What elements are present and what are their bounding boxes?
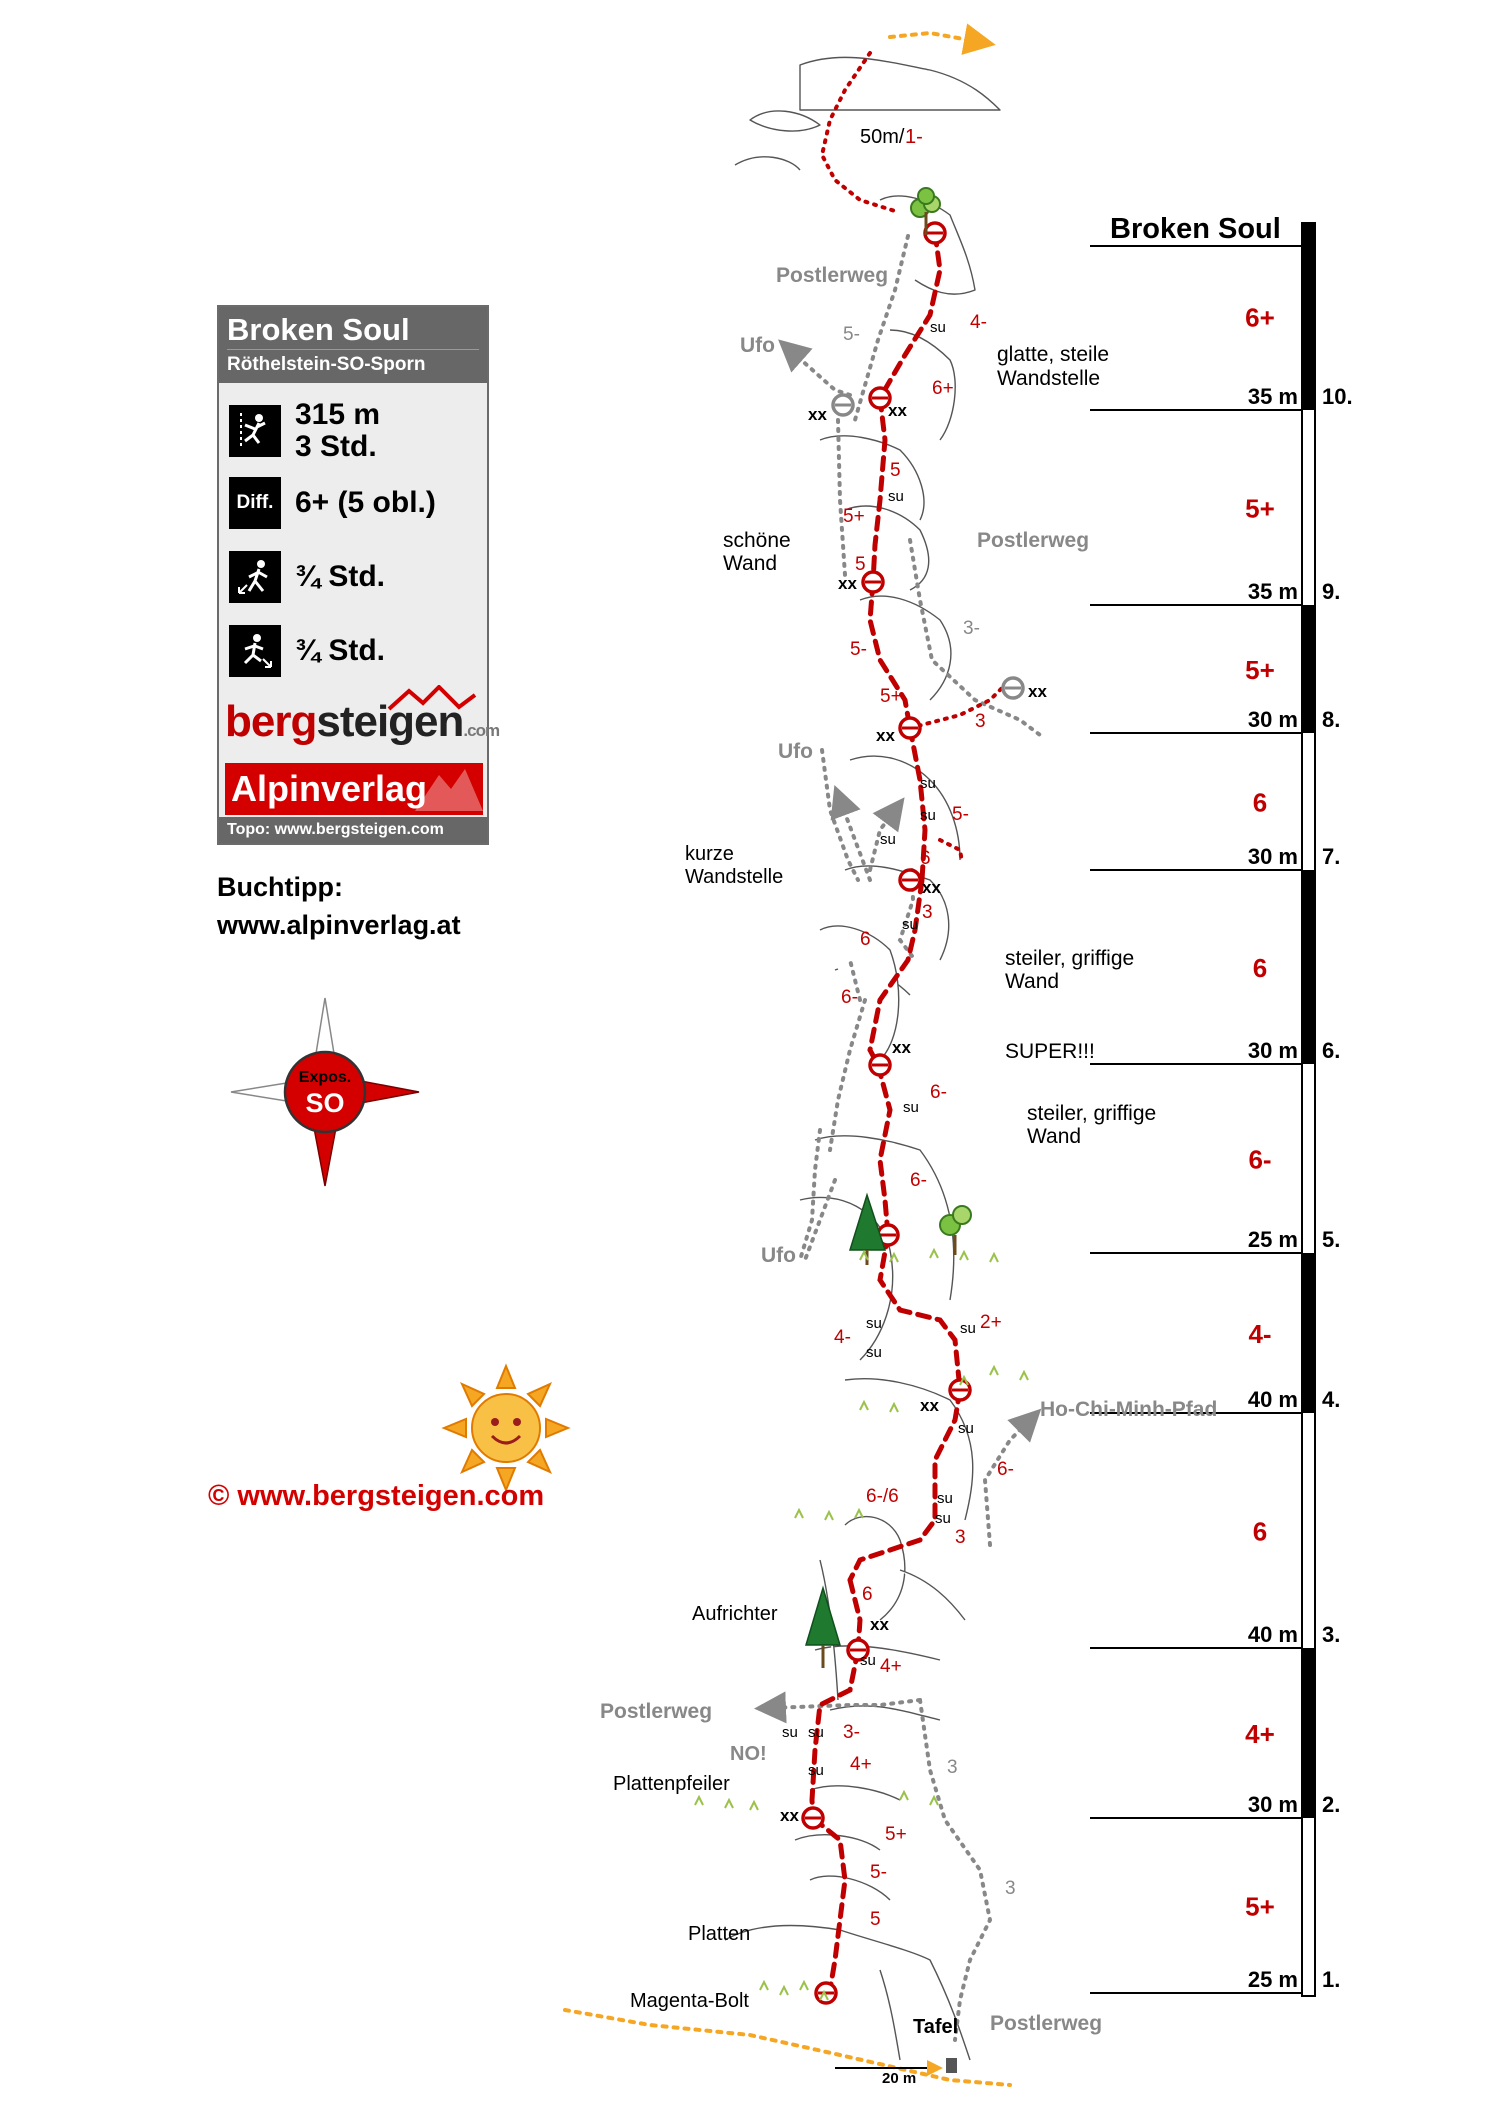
label-postlerweg: Postlerweg (600, 1700, 713, 1723)
tafel-sign (946, 2058, 957, 2073)
label-ufo: Ufo (778, 740, 813, 763)
marker-su: su (782, 1724, 798, 1741)
book-tip-label: Buchtipp: (217, 872, 343, 902)
pitch-length: 40 m (1247, 1387, 1298, 1412)
route-info-card (217, 305, 500, 845)
topo-grade: 5 (890, 460, 901, 481)
route-length: 315 m (295, 398, 381, 431)
label-20m: 20 m (882, 2070, 917, 2087)
pitch-grade: 6- (1248, 1144, 1272, 1175)
pitch-length: 35 m (1247, 579, 1298, 604)
label-postlerweg: Postlerweg (977, 529, 1090, 552)
pitch-grade: 5+ (1245, 1891, 1275, 1922)
topo-grade: 6 (920, 848, 931, 869)
topo-grade: 5- (843, 324, 860, 345)
marker-xx: xx (1028, 682, 1047, 701)
pitch-number: 7. (1322, 844, 1341, 869)
label-steiler-2: Wand (1005, 970, 1060, 993)
scale-segment (1302, 223, 1315, 410)
label-plattenpfeiler: Plattenpfeiler (613, 1773, 730, 1795)
pitch-number: 2. (1322, 1792, 1341, 1817)
marker-xx: xx (876, 726, 895, 745)
descent-icon (229, 625, 281, 677)
marker-su: su (920, 807, 936, 824)
marker-su: su (930, 319, 946, 336)
approach-icon (229, 551, 281, 603)
marker-xx: xx (808, 405, 827, 424)
topo-grade: 4- (970, 312, 987, 333)
label-steiler-1: steiler, griffige (1005, 947, 1135, 970)
pitch-length: 25 m (1247, 1967, 1298, 1992)
copyright[interactable]: © www.bergsteigen.com (208, 1480, 545, 1512)
label-schoene-1: schöne (723, 529, 791, 552)
label-tafel: Tafel (913, 2016, 959, 2038)
pitch-number: 8. (1322, 707, 1341, 732)
pitch-length: 30 m (1247, 707, 1298, 732)
label-ufo: Ufo (740, 334, 775, 357)
scale-segment (1302, 870, 1315, 1064)
pitch-length: 30 m (1247, 844, 1298, 869)
length-row (229, 399, 380, 463)
marker-su: su (808, 1724, 824, 1741)
pitch-number: 4. (1322, 1387, 1341, 1412)
label-platten: Platten (688, 1923, 751, 1945)
label-steiler-2: Wand (1027, 1125, 1082, 1148)
topo-grade: 3- (843, 1722, 860, 1743)
topo-grade: 5+ (885, 1824, 907, 1845)
topo-grade: 5 (855, 554, 866, 575)
pitch-grade: 6 (1252, 953, 1268, 983)
marker-su: su (935, 1510, 951, 1527)
topo-grade: 3 (975, 711, 986, 732)
label-super: SUPER!!! (1005, 1040, 1095, 1063)
pitch-number: 5. (1322, 1227, 1341, 1252)
marker-su: su (866, 1315, 882, 1332)
pitch-length: 30 m (1247, 1038, 1298, 1063)
marker-su: su (903, 1099, 919, 1116)
pitch-length: 35 m (1247, 384, 1298, 409)
scale-segment (1302, 605, 1315, 733)
topo-grade: 6- (997, 1459, 1014, 1480)
topo-grade: 6-/6 (866, 1486, 899, 1507)
topo-labels (600, 126, 1217, 2087)
alpinverlag-mountain-icon (415, 765, 483, 813)
label-no: NO! (730, 1743, 767, 1765)
marker-su: su (888, 488, 904, 505)
marker-xx: xx (780, 1806, 799, 1825)
topo-grade: 3 (955, 1527, 966, 1548)
topo-grade: 6- (910, 1170, 927, 1191)
label-steiler-1: steiler, griffige (1027, 1102, 1157, 1125)
pitch-grade: 6 (1252, 1516, 1268, 1547)
bergsteigen-logo: bergsteigen.com (225, 697, 500, 746)
topo-grade: 2+ (980, 1312, 1002, 1333)
topo-grade: 6+ (932, 378, 954, 399)
topo-grade: 5- (870, 1862, 887, 1883)
diff-icon: Diff. (229, 477, 281, 529)
topo-grade: 6 (862, 1584, 873, 1605)
topo-grade: 4- (834, 1327, 851, 1348)
label-postlerweg: Postlerweg (776, 264, 889, 287)
marker-su: su (860, 1652, 876, 1669)
label-postlerweg: Postlerweg (990, 2012, 1103, 2035)
card-header (219, 307, 487, 383)
label-ufo: Ufo (761, 1244, 796, 1267)
marker-xx: xx (838, 574, 857, 593)
pitch-length: 30 m (1247, 1792, 1298, 1817)
route-duration: 3 Std. (295, 430, 377, 463)
climber-icon (229, 405, 281, 457)
pitch-grade: 5+ (1245, 493, 1275, 524)
marker-su: su (902, 916, 918, 933)
pitch-grade: 5+ (1245, 655, 1275, 685)
topo-grade: 6- (930, 1082, 947, 1103)
topo-grade: 3 (922, 902, 933, 923)
topo-grade: 6 (860, 929, 871, 950)
label-glatte-1: glatte, steile (997, 343, 1110, 366)
book-tip (217, 868, 461, 944)
approach-row (229, 551, 385, 603)
marker-xx: xx (870, 1615, 889, 1634)
topo-grade: 5+ (880, 686, 902, 707)
marker-su: su (880, 831, 896, 848)
pitch-number: 1. (1322, 1967, 1341, 1992)
topo-credit: Topo: www.bergsteigen.com (219, 817, 487, 843)
card-subtitle: Röthelstein-SO-Sporn (227, 349, 479, 380)
marker-su: su (958, 1420, 974, 1437)
label-schoene-2: Wand (723, 552, 778, 575)
topo-grade: 5- (850, 639, 867, 660)
descent-time: ¾ Std. (295, 634, 386, 667)
pitch-grade: 6+ (1245, 302, 1275, 333)
pitch-number: 9. (1322, 579, 1341, 604)
marker-su: su (866, 1344, 882, 1361)
marker-su: su (960, 1320, 976, 1337)
mountain-logo-icon (387, 685, 477, 713)
pitch-grade: 6 (1252, 787, 1268, 818)
marker-xx: xx (892, 1038, 911, 1057)
pitch-number: 6. (1322, 1038, 1341, 1063)
topo-grade: 5 (870, 1909, 881, 1930)
pitch-number: 10. (1322, 384, 1353, 409)
route-difficulty: 6+ (5 obl.) (295, 486, 436, 519)
label-glatte-2: Wandstelle (997, 367, 1101, 390)
topo-grade: 3 (1005, 1878, 1016, 1899)
descent-row (229, 625, 385, 677)
compass-label-2: SO (305, 1088, 345, 1118)
label-aufrichter: Aufrichter (692, 1603, 778, 1625)
marker-su: su (937, 1490, 953, 1507)
label-kurze-2: Wandstelle (685, 866, 784, 888)
marker-xx: xx (920, 1396, 939, 1415)
topo-grade: 3 (947, 1757, 958, 1778)
marker-xx: xx (888, 401, 907, 420)
label-kurze-1: kurze (685, 843, 734, 865)
marker-su: su (808, 1762, 824, 1779)
topo-grade: 5+ (843, 506, 865, 527)
pitch-grade: 4+ (1245, 1719, 1275, 1749)
marker-xx: xx (922, 878, 941, 897)
topo-grade: 4+ (850, 1754, 872, 1775)
pitch-number: 3. (1322, 1622, 1341, 1647)
label-ho-chi-minh: Ho-Chi-Minh-Pfad (1040, 1398, 1218, 1421)
scale-segment (1302, 1253, 1315, 1413)
topo-grade: 5- (952, 804, 969, 825)
card-title: Broken Soul (227, 312, 410, 347)
topo-grade: 4+ (880, 1656, 902, 1677)
difficulty-row (229, 477, 436, 529)
alpinverlag-logo: Alpinverlag (225, 763, 483, 815)
exit-pitch-grade: 1- (905, 126, 923, 148)
exit-pitch-length: 50m/ (860, 126, 905, 148)
scale-segment (1302, 1648, 1315, 1818)
pitch-length: 25 m (1247, 1227, 1298, 1252)
topo-grade: 6- (841, 987, 858, 1008)
topo-grade: 3- (963, 618, 980, 639)
compass-label-1: Expos. (298, 1069, 352, 1086)
approach-time: ¾ Std. (295, 560, 386, 593)
book-tip-url[interactable]: www.alpinverlag.at (217, 910, 461, 940)
pitch-length: 40 m (1247, 1622, 1298, 1647)
label-magenta-bolt: Magenta-Bolt (630, 1990, 749, 2012)
sun-icon (444, 1366, 568, 1490)
scale-route-title: Broken Soul (1110, 213, 1281, 245)
pitch-grade: 4- (1248, 1319, 1272, 1349)
marker-su: su (920, 775, 936, 792)
